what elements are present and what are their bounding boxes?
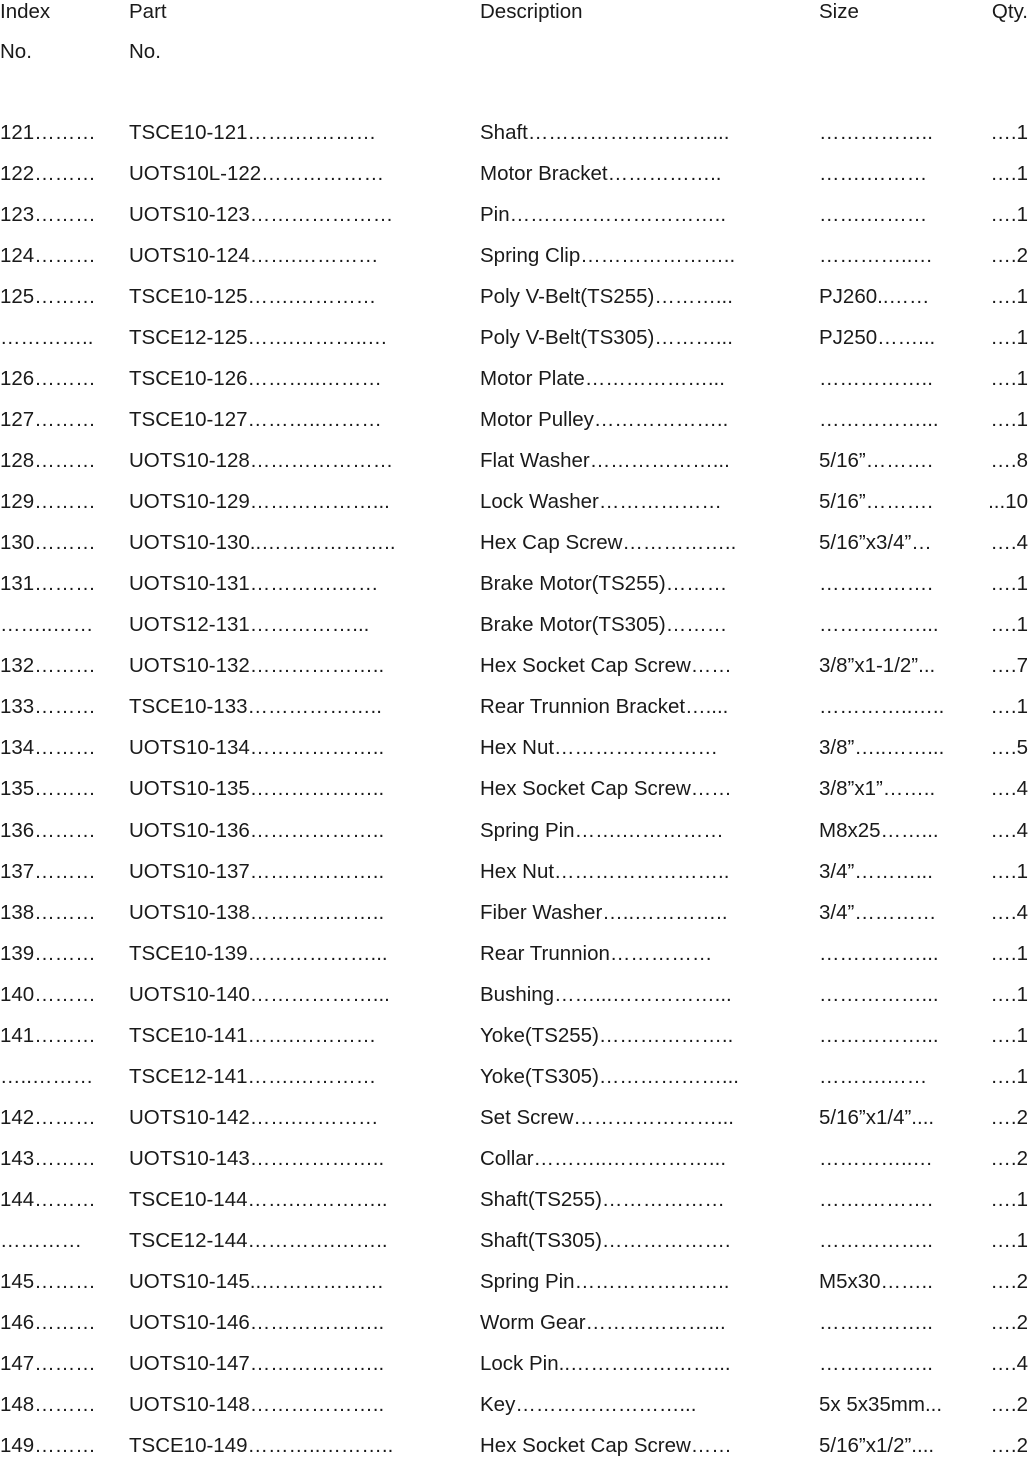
index-cell: 133………: [0, 695, 96, 719]
index-cell: 129………: [0, 490, 96, 514]
index-cell: 125………: [0, 285, 96, 309]
description-cell: Brake Motor(TS305)………: [480, 613, 728, 637]
size-cell: 5x 5x35mm...: [819, 1392, 943, 1416]
table-row: [0, 613, 1028, 643]
part-number-cell: UOTS10-130..………………..: [129, 531, 396, 555]
index-cell: 121………: [0, 121, 96, 144]
index-cell: 132………: [0, 654, 96, 678]
table-row: [0, 244, 1028, 274]
qty-cell: ….4: [990, 777, 1028, 801]
part-number-cell: UOTS12-131……………...: [129, 613, 370, 637]
header-qty: Qty.: [991, 0, 1028, 23]
size-cell: ……………...: [819, 613, 939, 637]
table-row: [0, 1229, 1028, 1259]
index-cell: …..………: [0, 1064, 94, 1088]
qty-cell: ….1: [990, 1064, 1028, 1088]
size-cell: PJ260..……: [819, 285, 930, 309]
size-cell: …….……….: [819, 572, 933, 596]
header-row-2: [0, 40, 1028, 70]
description-cell: Set Screw…………………...: [480, 1105, 735, 1129]
index-cell: 143………: [0, 1146, 96, 1170]
qty-cell: ….2: [990, 1146, 1028, 1170]
description-cell: Poly V-Belt(TS255)………...: [480, 285, 733, 309]
description-cell: Motor Pulley………………..: [480, 408, 729, 432]
size-cell: …….……….: [819, 1187, 933, 1211]
table-row: [0, 1434, 1028, 1464]
qty-cell: ….1: [990, 613, 1028, 637]
description-cell: Motor Plate………………...: [480, 367, 725, 391]
table-row: [0, 695, 1028, 725]
part-number-cell: UOTS10-123…………………: [129, 203, 394, 227]
qty-cell: ….2: [990, 1269, 1028, 1293]
size-cell: ……………..: [819, 367, 933, 391]
size-cell: ……………...: [819, 1023, 939, 1047]
part-number-cell: TSCE10-125…….…………: [129, 285, 377, 309]
part-number-cell: TSCE10-121…….…………: [129, 121, 377, 144]
qty-cell: ….1: [990, 162, 1028, 186]
index-cell: 146………: [0, 1310, 96, 1334]
index-cell: …………: [0, 1228, 82, 1252]
description-cell: Hex Socket Cap Screw……: [480, 654, 732, 678]
description-cell: Shaft(TS305)……………….: [480, 1228, 731, 1252]
description-cell: Brake Motor(TS255)………: [480, 572, 728, 596]
size-cell: PJ250……...: [819, 326, 936, 350]
part-number-cell: UOTS10-128…………………: [129, 449, 394, 473]
index-cell: …………..: [0, 326, 94, 350]
part-number-cell: TSCE10-144…….…………..: [129, 1187, 388, 1211]
part-number-cell: UOTS10L-122………………: [129, 162, 385, 186]
index-cell: 128………: [0, 449, 96, 473]
index-cell: 131………: [0, 572, 96, 596]
qty-cell: ….1: [990, 203, 1028, 227]
description-cell: Shaft………………………...: [480, 121, 730, 144]
index-cell: 122………: [0, 162, 96, 186]
description-cell: Rear Trunnion Bracket…....: [480, 695, 729, 719]
part-number-cell: UOTS10-148………………..: [129, 1392, 385, 1416]
table-row: [0, 736, 1028, 766]
description-cell: Hex Nut……………………..: [480, 859, 730, 883]
description-cell: Hex Nut……………………: [480, 736, 719, 760]
description-cell: Flat Washer………………...: [480, 449, 730, 473]
header-part: Part: [129, 0, 167, 23]
description-cell: Rear Trunnion……………: [480, 941, 713, 965]
qty-cell: ….1: [990, 285, 1028, 309]
table-row: [0, 1188, 1028, 1218]
part-number-cell: UOTS10-134………………..: [129, 736, 385, 760]
part-number-cell: UOTS10-145..………………: [129, 1269, 385, 1293]
description-cell: Bushing……...……………...: [480, 982, 732, 1006]
qty-cell: ….1: [990, 859, 1028, 883]
part-number-cell: UOTS10-142…….…………: [129, 1105, 379, 1129]
qty-cell: ….4: [990, 900, 1028, 924]
qty-cell: ….8: [990, 449, 1028, 473]
qty-cell: ….2: [990, 1433, 1028, 1457]
qty-cell: ….1: [990, 326, 1028, 350]
table-row: [0, 326, 1028, 356]
table-row: [0, 860, 1028, 890]
size-cell: 5/16”……….: [819, 490, 933, 514]
qty-cell: ….4: [990, 1351, 1028, 1375]
table-row: [0, 1024, 1028, 1054]
part-number-cell: UOTS10-135………………..: [129, 777, 385, 801]
index-cell: 127………: [0, 408, 96, 432]
description-cell: Poly V-Belt(TS305)………...: [480, 326, 733, 350]
table-row: [0, 942, 1028, 972]
part-number-cell: UOTS10-137………………..: [129, 859, 385, 883]
part-number-cell: UOTS10-138………………..: [129, 900, 385, 924]
part-number-cell: UOTS10-132………………..: [129, 654, 385, 678]
size-cell: M8x25……...: [819, 818, 939, 842]
description-cell: Key……………………...: [480, 1392, 697, 1416]
header-index-no: No.: [0, 40, 32, 63]
description-cell: Hex Cap Screw……………..: [480, 531, 737, 555]
size-cell: 3/8”x1-1/2”...: [819, 654, 936, 678]
description-cell: Motor Bracket……………..: [480, 162, 722, 186]
index-cell: 136………: [0, 818, 96, 842]
header-size: Size: [819, 0, 859, 23]
qty-cell: ….1: [990, 572, 1028, 596]
qty-cell: ….1: [990, 695, 1028, 719]
size-cell: ……….……: [819, 1064, 928, 1088]
part-number-cell: TSCE12-144………….……..: [129, 1228, 388, 1252]
table-row: [0, 819, 1028, 849]
table-row: [0, 408, 1028, 438]
description-cell: Yoke(TS255)………………..: [480, 1023, 734, 1047]
part-number-cell: UOTS10-147………………..: [129, 1351, 385, 1375]
qty-cell: ….4: [990, 818, 1028, 842]
size-cell: 5/16”x1/2”....: [819, 1433, 935, 1457]
qty-cell: ….4: [990, 531, 1028, 555]
qty-cell: ….1: [990, 408, 1028, 432]
table-row: [0, 901, 1028, 931]
size-cell: …………..…: [819, 244, 933, 268]
description-cell: Worm Gear………………...: [480, 1310, 726, 1334]
index-cell: ……..……: [0, 613, 94, 637]
description-cell: Hex Socket Cap Screw……: [480, 777, 732, 801]
table-row: [0, 777, 1028, 807]
description-cell: Yoke(TS305)………………...: [480, 1064, 739, 1088]
index-cell: 123………: [0, 203, 96, 227]
description-cell: Spring Pin…………………..: [480, 1269, 730, 1293]
part-number-cell: UOTS10-131………….……: [129, 572, 379, 596]
description-cell: Hex Socket Cap Screw……: [480, 1433, 732, 1457]
table-row: [0, 367, 1028, 397]
size-cell: M5x30……..: [819, 1269, 933, 1293]
part-number-cell: TSCE12-141…….…………: [129, 1064, 377, 1088]
index-cell: 138………: [0, 900, 96, 924]
index-cell: 126………: [0, 367, 96, 391]
part-number-cell: TSCE10-133………………..: [129, 695, 382, 719]
qty-cell: ….2: [990, 1105, 1028, 1129]
index-cell: 130………: [0, 531, 96, 555]
table-row: [0, 1106, 1028, 1136]
table-row: [0, 285, 1028, 315]
qty-cell: ….5: [990, 736, 1028, 760]
description-cell: Spring Clip…………………..: [480, 244, 736, 268]
part-number-cell: UOTS10-143………………..: [129, 1146, 385, 1170]
index-cell: 134………: [0, 736, 96, 760]
table-row: [0, 121, 1028, 151]
part-number-cell: TSCE12-125…….………..…: [129, 326, 388, 350]
table-row: [0, 1352, 1028, 1382]
part-number-cell: UOTS10-146………………..: [129, 1310, 385, 1334]
part-number-cell: TSCE10-126………..………: [129, 367, 382, 391]
table-row: [0, 1393, 1028, 1423]
index-cell: 148………: [0, 1392, 96, 1416]
qty-cell: ….1: [990, 367, 1028, 391]
index-cell: 137………: [0, 859, 96, 883]
header-part-no: No.: [129, 40, 161, 63]
part-number-cell: UOTS10-129………………...: [129, 490, 390, 514]
description-cell: Lock Pin..…………………...: [480, 1351, 731, 1375]
qty-cell: ….1: [990, 1023, 1028, 1047]
table-row: [0, 1270, 1028, 1300]
description-cell: Spring Pin…….……………: [480, 818, 724, 842]
size-cell: 3/8”x1”……..: [819, 777, 936, 801]
size-cell: …….………: [819, 203, 928, 227]
qty-cell: ...10: [988, 490, 1028, 514]
size-cell: 3/4”…………: [819, 900, 937, 924]
description-cell: Fiber Washer…..…………..: [480, 900, 728, 924]
description-cell: Collar………..……………...: [480, 1146, 727, 1170]
index-cell: 149………: [0, 1433, 96, 1457]
qty-cell: ….1: [990, 982, 1028, 1006]
qty-cell: ….7: [990, 654, 1028, 678]
header-row-1: [0, 0, 1028, 30]
size-cell: 3/8”…..……...: [819, 736, 945, 760]
size-cell: ……………..: [819, 121, 933, 144]
table-row: [0, 572, 1028, 602]
index-cell: 139………: [0, 941, 96, 965]
part-number-cell: TSCE10-127………..………: [129, 408, 382, 432]
qty-cell: ….1: [990, 1228, 1028, 1252]
table-row: [0, 654, 1028, 684]
index-cell: 141………: [0, 1023, 96, 1047]
table-row: [0, 531, 1028, 561]
table-row: [0, 162, 1028, 192]
description-cell: Lock Washer………………: [480, 490, 722, 514]
size-cell: 5/16”x3/4”…: [819, 531, 932, 555]
qty-cell: ….1: [990, 121, 1028, 144]
qty-cell: ….2: [990, 244, 1028, 268]
size-cell: …………..…: [819, 1146, 933, 1170]
qty-cell: ….1: [990, 1187, 1028, 1211]
size-cell: ……………...: [819, 408, 939, 432]
description-cell: Shaft(TS255)………………: [480, 1187, 725, 1211]
table-row: [0, 490, 1028, 520]
size-cell: 3/4”………...: [819, 859, 933, 883]
size-cell: ……………..: [819, 1228, 933, 1252]
table-row: [0, 203, 1028, 233]
part-number-cell: UOTS10-140………………...: [129, 982, 390, 1006]
size-cell: …………..…..: [819, 695, 945, 719]
part-number-cell: TSCE10-139………………...: [129, 941, 388, 965]
table-row: [0, 1147, 1028, 1177]
size-cell: 5/16”x1/4”....: [819, 1105, 935, 1129]
size-cell: 5/16”……….: [819, 449, 933, 473]
index-cell: 140………: [0, 982, 96, 1006]
part-number-cell: TSCE10-149………..………..: [129, 1433, 394, 1457]
description-cell: Pin…………………………..: [480, 203, 727, 227]
size-cell: ……………..: [819, 1310, 933, 1334]
table-row: [0, 1065, 1028, 1095]
header-description: Description: [480, 0, 583, 23]
part-number-cell: UOTS10-136………………..: [129, 818, 385, 842]
size-cell: ……………...: [819, 982, 939, 1006]
index-cell: 142………: [0, 1105, 96, 1129]
part-number-cell: UOTS10-124…….…………: [129, 244, 379, 268]
header-index: Index: [0, 0, 51, 23]
table-row: [0, 1311, 1028, 1341]
index-cell: 144………: [0, 1187, 96, 1211]
size-cell: ……………...: [819, 941, 939, 965]
qty-cell: ….2: [990, 1392, 1028, 1416]
size-cell: …….………: [819, 162, 928, 186]
index-cell: 124………: [0, 244, 96, 268]
index-cell: 147………: [0, 1351, 96, 1375]
part-number-cell: TSCE10-141…….…………: [129, 1023, 377, 1047]
index-cell: 135………: [0, 777, 96, 801]
size-cell: ……………..: [819, 1351, 933, 1375]
table-row: [0, 983, 1028, 1013]
qty-cell: ….2: [990, 1310, 1028, 1334]
index-cell: 145………: [0, 1269, 96, 1293]
qty-cell: ….1: [990, 941, 1028, 965]
table-row: [0, 449, 1028, 479]
